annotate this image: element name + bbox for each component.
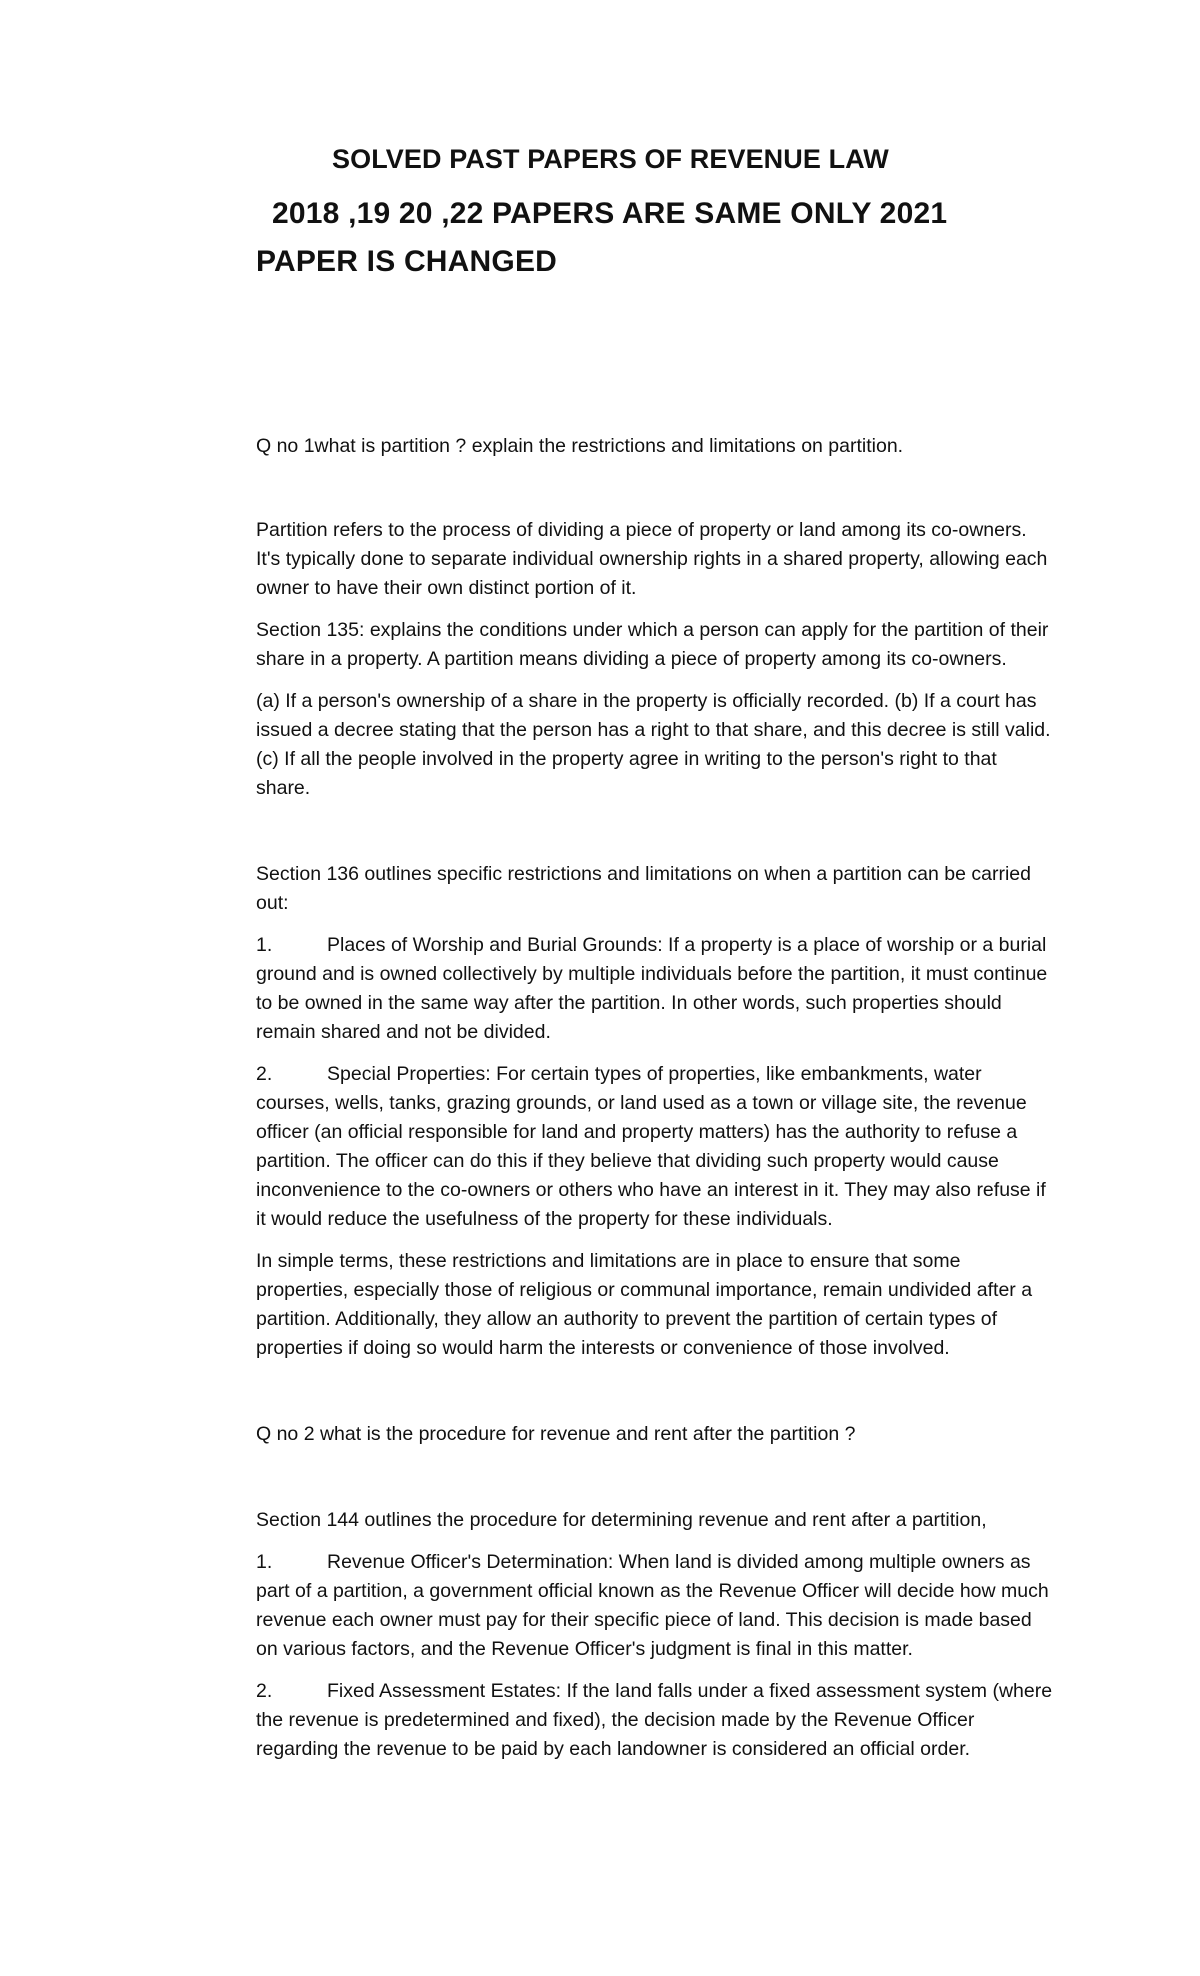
list-item-text: Fixed Assessment Estates: If the land falls under a fixed assessment system (where the revenue is predetermined and fixed), the decision made by the Revenue Officer regarding the revenue to be paid by each landowner is considered an official order. [256, 1680, 1053, 1760]
paragraph-section-144: Section 144 outlines the procedure for determining revenue and rent after a partition, [256, 1509, 987, 1531]
question-2: Q no 2 what is the procedure for revenue and rent after the partition ? [256, 1423, 856, 1445]
question-1: Q no 1what is partition ? explain the restrictions and limitations on partition. [256, 435, 904, 457]
list-item-text: Revenue Officer's Determination: When land is divided among multiple owners as part of a partition, a government official known as the Revenue Officer will decide how much revenue each owner must pay for their specific piece of land. This decision is made based on various factors, and the Revenue Officer's judgment is final in this matter. [256, 1551, 1049, 1660]
list-item [256, 1677, 1056, 1764]
list-item-text: Special Properties: For certain types of properties, like embankments, water courses, wells, tanks, grazing grounds, or land used as a town or village site, the revenue officer (an official responsible for land and property matters) has the authority to refuse a partition. The officer can do this if they believe that dividing such property would cause inconvenience to the co-owners or others who have an interest in it. They may also refuse if it would reduce the usefulness of the property for these individuals. [256, 1063, 1046, 1230]
list-item [256, 1548, 1056, 1664]
paragraph-partition-definition: Partition refers to the process of dividing a piece of property or land among its co-owners. It's typically done to separate individual ownership rights in a shared property, allowing each owner to have their own distinct portion of it. [256, 519, 1048, 599]
paragraph-summary: In simple terms, these restrictions and limitations are in place to ensure that some properties, especially those of religious or communal importance, remain undivided after a partition. Additionally, they allow an authority to prevent the partition of certain types of properties if doing so would harm the interests or convenience of those involved. [256, 1250, 1033, 1359]
list-item [256, 931, 1056, 1047]
document-body [256, 142, 1056, 1764]
list-item-number: 2. [256, 1680, 273, 1702]
list-item [256, 1060, 1056, 1234]
list-item-text: Places of Worship and Burial Grounds: If a property is a place of worship or a burial ground and is owned collectively by multiple individuals before the partition, it must continue to be owned in the same way after the partition. In other words, such properties should remain shared and not be divided. [256, 934, 1048, 1043]
document-subtitle: 2018 ,19 20 ,22 PAPERS ARE SAME ONLY 2021 PAPER IS CHANGED [256, 197, 948, 278]
list-item-number: 1. [256, 1551, 273, 1573]
paragraph-section-135: Section 135: explains the conditions under which a person can apply for the partition of their share in a property. A partition means dividing a piece of property among its co-owners. [256, 619, 1049, 670]
document-title: SOLVED PAST PAPERS OF REVENUE LAW [332, 144, 889, 174]
paragraph-section-135-conditions: (a) If a person's ownership of a share in the property is officially recorded. (b) If a court has issued a decree stating that the person has a right to that share, and this decree is still valid. (c) If all the people involved in the property agree in writing to the person's right to that share. [256, 690, 1051, 799]
list-item-number: 1. [256, 934, 273, 956]
paragraph-section-136: Section 136 outlines specific restrictions and limitations on when a partition can be carried out: [256, 863, 1032, 914]
list-item-number: 2. [256, 1063, 273, 1085]
